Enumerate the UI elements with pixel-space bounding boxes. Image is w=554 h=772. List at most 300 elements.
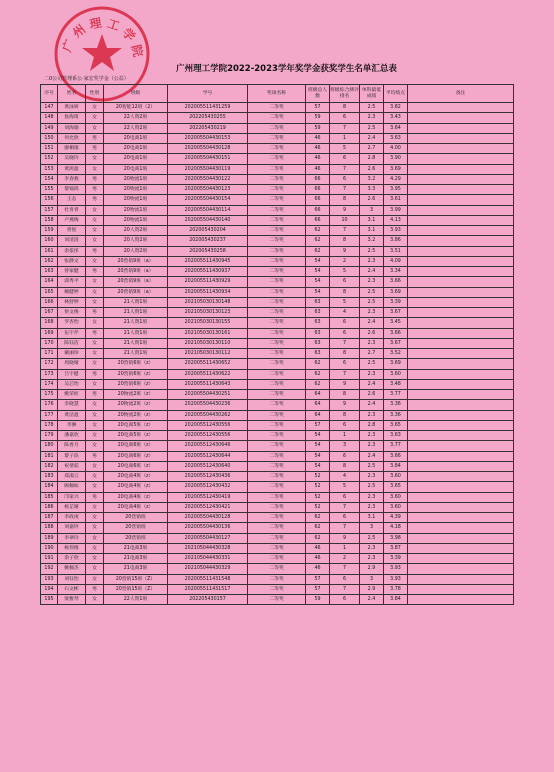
col-gender-cell: 女 bbox=[86, 123, 104, 133]
table-row bbox=[41, 574, 514, 584]
col-class-size-cell: 54 bbox=[306, 267, 330, 277]
col-gender-cell: 女 bbox=[86, 287, 104, 297]
col-class-cell: 20人资2班 bbox=[104, 236, 168, 246]
col-name-cell: 姚荣炬 bbox=[58, 390, 86, 400]
col-class-size-cell: 62 bbox=[306, 523, 330, 533]
col-class-size-cell: 66 bbox=[306, 174, 330, 184]
col-gender-cell: 女 bbox=[86, 564, 104, 574]
table-header bbox=[41, 85, 514, 103]
col-class-size-cell: 54 bbox=[306, 431, 330, 441]
col-min-score-cell: 2.6 bbox=[360, 164, 384, 174]
col-award-cell: 二等奖 bbox=[248, 256, 306, 266]
col-name-cell: 石文彬 bbox=[58, 584, 86, 594]
col-name-cell: 廖桐康 bbox=[58, 144, 86, 154]
col-class-cell: 20营销15班（Z） bbox=[104, 574, 168, 584]
col-class-size-cell: 66 bbox=[306, 185, 330, 195]
col-student-id-cell: 202105030130161 bbox=[168, 328, 248, 338]
table-row bbox=[41, 390, 514, 400]
col-student-id-cell: 202005504430236 bbox=[168, 400, 248, 410]
col-award-cell: 二等奖 bbox=[248, 513, 306, 523]
col-name-cell: 杜青青 bbox=[58, 205, 86, 215]
col-student-id-cell: 202005511430945 bbox=[168, 256, 248, 266]
col-class-size-cell: 59 bbox=[306, 595, 330, 605]
col-index-cell: 168 bbox=[41, 318, 58, 328]
col-gender-cell: 女 bbox=[86, 338, 104, 348]
col-gpa-cell: 3.63 bbox=[384, 133, 408, 143]
col-award-cell: 二等奖 bbox=[248, 451, 306, 461]
col-student-id-cell: 202005504430128 bbox=[168, 144, 248, 154]
col-min-score-cell: 3.1 bbox=[360, 226, 384, 236]
col-rank-cell: 8 bbox=[330, 349, 360, 359]
col-gender-cell: 男 bbox=[86, 174, 104, 184]
col-class-cell: 20物流2班（z） bbox=[104, 400, 168, 410]
col-award-cell: 二等奖 bbox=[248, 113, 306, 123]
col-remarks-cell bbox=[408, 584, 514, 594]
col-name-cell: 赖健婷 bbox=[58, 287, 86, 297]
col-index-cell: 182 bbox=[41, 461, 58, 471]
col-class-size-cell: 46 bbox=[306, 164, 330, 174]
col-student-id-cell: 202205430157 bbox=[168, 595, 248, 605]
col-gpa-cell: 3.78 bbox=[384, 584, 408, 594]
col-award-cell: 二等奖 bbox=[248, 359, 306, 369]
col-gpa-cell: 3.84 bbox=[384, 595, 408, 605]
award-sheet bbox=[40, 64, 513, 605]
col-gender-cell: 女 bbox=[86, 431, 104, 441]
col-index-cell: 154 bbox=[41, 174, 58, 184]
col-gender-cell: 女 bbox=[86, 318, 104, 328]
col-award-cell: 二等奖 bbox=[248, 195, 306, 205]
col-class-size-cell: 57 bbox=[306, 103, 330, 113]
col-gender-cell: 男 bbox=[86, 185, 104, 195]
col-min-score-cell: 2.5 bbox=[360, 123, 384, 133]
col-gender-cell: 女 bbox=[86, 205, 104, 215]
col-class-cell: 21人资1班 bbox=[104, 318, 168, 328]
col-rank-header: 班级综合测评排名 bbox=[330, 85, 360, 103]
col-award-cell: 二等奖 bbox=[248, 492, 306, 502]
col-gender-cell: 女 bbox=[86, 574, 104, 584]
col-index-cell: 192 bbox=[41, 564, 58, 574]
col-student-id-cell: 202005511430934 bbox=[168, 287, 248, 297]
col-name-cell: 吕宇健 bbox=[58, 369, 86, 379]
col-remarks-cell bbox=[408, 226, 514, 236]
col-class-cell: 20营销6班（z） bbox=[104, 369, 168, 379]
col-class-cell: 20电商6班（z） bbox=[104, 441, 168, 451]
col-rank-cell: 6 bbox=[330, 420, 360, 430]
col-index-cell: 155 bbox=[41, 185, 58, 195]
col-class-size-cell: 62 bbox=[306, 513, 330, 523]
col-remarks-cell bbox=[408, 420, 514, 430]
table-row bbox=[41, 205, 514, 215]
col-class-cell: 21人资1班 bbox=[104, 338, 168, 348]
page-title: 广州理工学院2022-2023学年奖学金获奖学生名单汇总表 bbox=[176, 64, 397, 74]
col-gender-cell: 女 bbox=[86, 533, 104, 543]
col-gpa-cell: 3.67 bbox=[384, 338, 408, 348]
col-student-id-cell: 202005504430114 bbox=[168, 205, 248, 215]
col-min-score-cell: 2.4 bbox=[360, 318, 384, 328]
col-award-cell: 二等奖 bbox=[248, 461, 306, 471]
col-student-id-cell: 202005504430251 bbox=[168, 390, 248, 400]
col-min-score-cell: 2.4 bbox=[360, 451, 384, 461]
col-rank-cell: 7 bbox=[330, 123, 360, 133]
col-remarks-cell bbox=[408, 441, 514, 451]
col-student-id-cell: 202105044430329 bbox=[168, 564, 248, 574]
col-gpa-cell: 3.87 bbox=[384, 543, 408, 553]
col-gender-cell: 男 bbox=[86, 492, 104, 502]
col-rank-cell: 4 bbox=[330, 308, 360, 318]
col-rank-cell: 6 bbox=[330, 359, 360, 369]
col-gpa-cell: 3.36 bbox=[384, 410, 408, 420]
col-class-cell: 20营销9班（a） bbox=[104, 256, 168, 266]
col-gender-cell: 女 bbox=[86, 226, 104, 236]
col-gender-cell: 女 bbox=[86, 164, 104, 174]
col-class-cell: 20电商4班（z） bbox=[104, 502, 168, 512]
col-name-cell: 黄鸿盈 bbox=[58, 164, 86, 174]
col-award-cell: 二等奖 bbox=[248, 164, 306, 174]
col-rank-cell: 5 bbox=[330, 482, 360, 492]
col-rank-cell: 6 bbox=[330, 174, 360, 184]
col-award-header: 奖项名称 bbox=[248, 85, 306, 103]
col-gpa-cell: 3.69 bbox=[384, 287, 408, 297]
col-gpa-cell: 3.65 bbox=[384, 420, 408, 430]
col-rank-cell: 6 bbox=[330, 574, 360, 584]
col-gender-cell: 女 bbox=[86, 400, 104, 410]
col-rank-cell: 2 bbox=[330, 554, 360, 564]
col-class-size-cell: 57 bbox=[306, 574, 330, 584]
col-gpa-cell: 3.86 bbox=[384, 236, 408, 246]
col-index-cell: 181 bbox=[41, 451, 58, 461]
col-student-id-cell: 202005512430421 bbox=[168, 502, 248, 512]
col-gpa-cell: 3.65 bbox=[384, 482, 408, 492]
col-min-score-cell: 2.3 bbox=[360, 410, 384, 420]
col-rank-cell: 7 bbox=[330, 185, 360, 195]
table-row bbox=[41, 277, 514, 287]
col-award-cell: 二等奖 bbox=[248, 205, 306, 215]
col-gpa-cell: 3.43 bbox=[384, 113, 408, 123]
col-remarks-cell bbox=[408, 123, 514, 133]
col-student-id-cell: 202005512430644 bbox=[168, 451, 248, 461]
table-row bbox=[41, 236, 514, 246]
col-class-size-header: 班级总人数 bbox=[306, 85, 330, 103]
col-index-cell: 172 bbox=[41, 359, 58, 369]
col-class-size-cell: 63 bbox=[306, 308, 330, 318]
col-remarks-cell bbox=[408, 246, 514, 256]
col-class-cell: 20物流1班 bbox=[104, 195, 168, 205]
col-class-size-cell: 46 bbox=[306, 564, 330, 574]
col-class-size-cell: 52 bbox=[306, 492, 330, 502]
col-student-id-cell: 202005430204 bbox=[168, 226, 248, 236]
col-award-cell: 二等奖 bbox=[248, 564, 306, 574]
col-class-size-cell: 66 bbox=[306, 205, 330, 215]
table-row bbox=[41, 369, 514, 379]
col-class-cell: 20电商6班（z） bbox=[104, 461, 168, 471]
col-remarks-cell bbox=[408, 523, 514, 533]
col-class-size-cell: 52 bbox=[306, 482, 330, 492]
table-row bbox=[41, 420, 514, 430]
col-name-cell: 陈钰洁 bbox=[58, 338, 86, 348]
col-min-score-cell: 3 bbox=[360, 574, 384, 584]
table-row bbox=[41, 400, 514, 410]
table-row bbox=[41, 297, 514, 307]
col-remarks-cell bbox=[408, 359, 514, 369]
col-min-score-cell: 2.3 bbox=[360, 277, 384, 287]
col-name-cell: 杨伟维 bbox=[58, 543, 86, 553]
col-gpa-cell: 3.84 bbox=[384, 461, 408, 471]
col-remarks-cell bbox=[408, 133, 514, 143]
col-min-score-cell: 2.5 bbox=[360, 461, 384, 471]
col-rank-cell: 8 bbox=[330, 287, 360, 297]
col-remarks-cell bbox=[408, 400, 514, 410]
col-min-score-cell: 2.3 bbox=[360, 502, 384, 512]
col-class-size-cell: 62 bbox=[306, 359, 330, 369]
col-award-cell: 二等奖 bbox=[248, 369, 306, 379]
col-remarks-cell bbox=[408, 410, 514, 420]
col-index-cell: 191 bbox=[41, 554, 58, 564]
col-gpa-cell: 4.00 bbox=[384, 144, 408, 154]
col-rank-cell: 6 bbox=[330, 318, 360, 328]
col-class-cell: 20电商6班（z） bbox=[104, 451, 168, 461]
col-name-cell: 吴晓玲 bbox=[58, 154, 86, 164]
col-name-cell: 陈香月 bbox=[58, 441, 86, 451]
col-gpa-cell: 4.13 bbox=[384, 215, 408, 225]
col-award-cell: 二等奖 bbox=[248, 379, 306, 389]
col-remarks-cell bbox=[408, 533, 514, 543]
table-row bbox=[41, 267, 514, 277]
col-class-size-cell: 63 bbox=[306, 338, 330, 348]
col-rank-cell: 8 bbox=[330, 195, 360, 205]
col-gender-cell: 女 bbox=[86, 154, 104, 164]
table-row bbox=[41, 379, 514, 389]
col-remarks-cell bbox=[408, 236, 514, 246]
table-row bbox=[41, 482, 514, 492]
table-row bbox=[41, 215, 514, 225]
col-gpa-cell: 3.69 bbox=[384, 359, 408, 369]
col-index-cell: 147 bbox=[41, 103, 58, 113]
col-gpa-cell: 3.99 bbox=[384, 205, 408, 215]
col-name-cell: 戴丽珍 bbox=[58, 349, 86, 359]
col-remarks-cell bbox=[408, 461, 514, 471]
col-class-cell: 20营销6班（z） bbox=[104, 379, 168, 389]
col-class-size-cell: 62 bbox=[306, 369, 330, 379]
table-row bbox=[41, 410, 514, 420]
col-student-id-cell: 202005504430140 bbox=[168, 215, 248, 225]
col-gpa-cell: 3.60 bbox=[384, 472, 408, 482]
col-class-size-cell: 63 bbox=[306, 349, 330, 359]
col-min-score-cell: 2.3 bbox=[360, 308, 384, 318]
col-student-id-cell: 202005504430154 bbox=[168, 195, 248, 205]
col-rank-cell: 9 bbox=[330, 246, 360, 256]
col-class-size-cell: 54 bbox=[306, 287, 330, 297]
col-min-score-cell: 3 bbox=[360, 523, 384, 533]
col-rank-cell: 7 bbox=[330, 369, 360, 379]
col-gpa-cell: 3.48 bbox=[384, 379, 408, 389]
col-class-size-cell: 63 bbox=[306, 328, 330, 338]
col-remarks-cell bbox=[408, 215, 514, 225]
col-name-cell: 李春燕 bbox=[58, 174, 86, 184]
col-min-score-cell: 3.2 bbox=[360, 236, 384, 246]
col-index-cell: 177 bbox=[41, 410, 58, 420]
col-student-id-cell: 202105030130110 bbox=[168, 338, 248, 348]
col-index-cell: 152 bbox=[41, 154, 58, 164]
col-student-id-cell: 202005512430436 bbox=[168, 472, 248, 482]
col-class-cell: 20物流2班（z） bbox=[104, 390, 168, 400]
col-student-id-cell: 202105030130155 bbox=[168, 318, 248, 328]
col-index-cell: 149 bbox=[41, 123, 58, 133]
col-gender-cell: 男 bbox=[86, 195, 104, 205]
col-class-size-cell: 54 bbox=[306, 441, 330, 451]
col-student-id-cell: 202005504430128 bbox=[168, 513, 248, 523]
col-class-size-cell: 62 bbox=[306, 226, 330, 236]
col-class-size-cell: 54 bbox=[306, 451, 330, 461]
table-row bbox=[41, 451, 514, 461]
col-rank-cell: 1 bbox=[330, 543, 360, 553]
table-row bbox=[41, 595, 514, 605]
col-remarks-cell bbox=[408, 338, 514, 348]
col-remarks-cell bbox=[408, 113, 514, 123]
col-class-size-cell: 57 bbox=[306, 420, 330, 430]
col-award-cell: 二等奖 bbox=[248, 584, 306, 594]
col-class-size-cell: 59 bbox=[306, 123, 330, 133]
col-remarks-cell bbox=[408, 164, 514, 174]
table-row bbox=[41, 584, 514, 594]
svg-text:广 州 理 工 学 院: 广 州 理 工 学 院 bbox=[59, 15, 146, 59]
col-gender-cell: 女 bbox=[86, 359, 104, 369]
col-rank-cell: 6 bbox=[330, 154, 360, 164]
col-index-cell: 151 bbox=[41, 144, 58, 154]
col-index-cell: 163 bbox=[41, 267, 58, 277]
col-name-cell: 曾悦 bbox=[58, 226, 86, 236]
col-remarks-cell bbox=[408, 328, 514, 338]
col-class-cell: 20电商1班 bbox=[104, 154, 168, 164]
col-index-cell: 160 bbox=[41, 236, 58, 246]
col-remarks-cell bbox=[408, 502, 514, 512]
col-gpa-cell: 3.45 bbox=[384, 318, 408, 328]
table-row bbox=[41, 308, 514, 318]
col-award-cell: 二等奖 bbox=[248, 400, 306, 410]
col-gender-cell: 女 bbox=[86, 513, 104, 523]
col-gpa-cell: 3.34 bbox=[384, 267, 408, 277]
col-index-cell: 169 bbox=[41, 328, 58, 338]
col-gender-cell: 男 bbox=[86, 584, 104, 594]
col-index-cell: 194 bbox=[41, 584, 58, 594]
col-gender-cell: 女 bbox=[86, 595, 104, 605]
col-min-score-cell: 2.3 bbox=[360, 369, 384, 379]
col-gpa-cell: 3.93 bbox=[384, 574, 408, 584]
col-rank-cell: 9 bbox=[330, 533, 360, 543]
col-rank-cell: 10 bbox=[330, 215, 360, 225]
col-award-cell: 二等奖 bbox=[248, 185, 306, 195]
col-award-cell: 二等奖 bbox=[248, 574, 306, 584]
col-index-cell: 180 bbox=[41, 441, 58, 451]
table-row bbox=[41, 164, 514, 174]
col-class-cell: 21电商3班 bbox=[104, 554, 168, 564]
col-class-cell: 20物流1班 bbox=[104, 215, 168, 225]
col-name-cell: 李翠玲 bbox=[58, 533, 86, 543]
page-subtitle: 二0公司管理系公·家宏奖学金（公益） bbox=[44, 76, 129, 82]
col-gpa-cell: 4.09 bbox=[384, 256, 408, 266]
col-min-score-cell: 2.3 bbox=[360, 492, 384, 502]
col-rank-cell: 8 bbox=[330, 410, 360, 420]
col-name-cell: 吴芯怡 bbox=[58, 379, 86, 389]
col-remarks-cell bbox=[408, 595, 514, 605]
col-student-id-cell: 202005504430136 bbox=[168, 523, 248, 533]
col-remarks-cell bbox=[408, 349, 514, 359]
col-award-cell: 二等奖 bbox=[248, 287, 306, 297]
col-student-id-cell: 202005512430556 bbox=[168, 431, 248, 441]
col-student-id-cell: 202205430255 bbox=[168, 113, 248, 123]
col-class-cell: 20营销15班（Z） bbox=[104, 584, 168, 594]
col-gender-cell: 男 bbox=[86, 308, 104, 318]
col-name-cell: 余子欣 bbox=[58, 554, 86, 564]
col-gender-cell: 女 bbox=[86, 523, 104, 533]
col-class-cell: 20营销班 bbox=[104, 513, 168, 523]
table-row bbox=[41, 431, 514, 441]
table-row bbox=[41, 195, 514, 205]
col-min-score-cell: 2.4 bbox=[360, 400, 384, 410]
col-class-cell: 20智能12班（2） bbox=[104, 103, 168, 113]
col-remarks-cell bbox=[408, 543, 514, 553]
col-remarks-cell bbox=[408, 482, 514, 492]
table-row bbox=[41, 461, 514, 471]
col-name-cell: 林舒婷 bbox=[58, 297, 86, 307]
col-name-cell: 李晓慧 bbox=[58, 400, 86, 410]
col-gpa-header: 平均绩点 bbox=[384, 85, 408, 103]
col-index-cell: 174 bbox=[41, 379, 58, 389]
table-row bbox=[41, 349, 514, 359]
col-class-size-cell: 57 bbox=[306, 584, 330, 594]
col-index-cell: 161 bbox=[41, 246, 58, 256]
col-index-cell: 148 bbox=[41, 113, 58, 123]
col-min-score-cell: 2.3 bbox=[360, 256, 384, 266]
col-min-score-cell: 2.4 bbox=[360, 595, 384, 605]
col-class-size-cell: 64 bbox=[306, 410, 330, 420]
table-row bbox=[41, 564, 514, 574]
col-name-cell: 张静文 bbox=[58, 256, 86, 266]
col-award-cell: 二等奖 bbox=[248, 267, 306, 277]
col-min-score-cell: 2.8 bbox=[360, 154, 384, 164]
col-class-cell: 20物流1班 bbox=[104, 174, 168, 184]
col-gpa-cell: 3.64 bbox=[384, 123, 408, 133]
col-min-score-cell: 3.3 bbox=[360, 185, 384, 195]
col-class-size-cell: 62 bbox=[306, 246, 330, 256]
col-remarks-cell bbox=[408, 369, 514, 379]
col-gender-cell: 男 bbox=[86, 246, 104, 256]
col-gpa-cell: 3.77 bbox=[384, 441, 408, 451]
col-index-cell: 171 bbox=[41, 349, 58, 359]
col-remarks-cell bbox=[408, 103, 514, 113]
col-gpa-cell: 3.95 bbox=[384, 185, 408, 195]
col-gender-cell: 女 bbox=[86, 543, 104, 553]
col-index-cell: 170 bbox=[41, 338, 58, 348]
col-min-score-cell: 2.3 bbox=[360, 441, 384, 451]
col-name-cell: 姚佩杰 bbox=[58, 564, 86, 574]
col-student-id-cell: 202005511430929 bbox=[168, 277, 248, 287]
col-gpa-cell: 3.69 bbox=[384, 164, 408, 174]
col-class-cell: 21电商3班 bbox=[104, 543, 168, 553]
col-class-size-cell: 66 bbox=[306, 195, 330, 205]
col-award-cell: 二等奖 bbox=[248, 308, 306, 318]
col-gpa-cell: 3.63 bbox=[384, 431, 408, 441]
col-class-size-cell: 52 bbox=[306, 472, 330, 482]
col-gpa-cell: 3.66 bbox=[384, 451, 408, 461]
col-student-id-cell: 202005430258 bbox=[168, 246, 248, 256]
col-min-score-cell: 2.3 bbox=[360, 338, 384, 348]
col-gpa-cell: 3.98 bbox=[384, 533, 408, 543]
col-remarks-cell bbox=[408, 390, 514, 400]
col-award-cell: 二等奖 bbox=[248, 410, 306, 420]
col-student-id-cell: 202005511431517 bbox=[168, 584, 248, 594]
col-name-cell: 刘海瑜 bbox=[58, 123, 86, 133]
table-row bbox=[41, 113, 514, 123]
